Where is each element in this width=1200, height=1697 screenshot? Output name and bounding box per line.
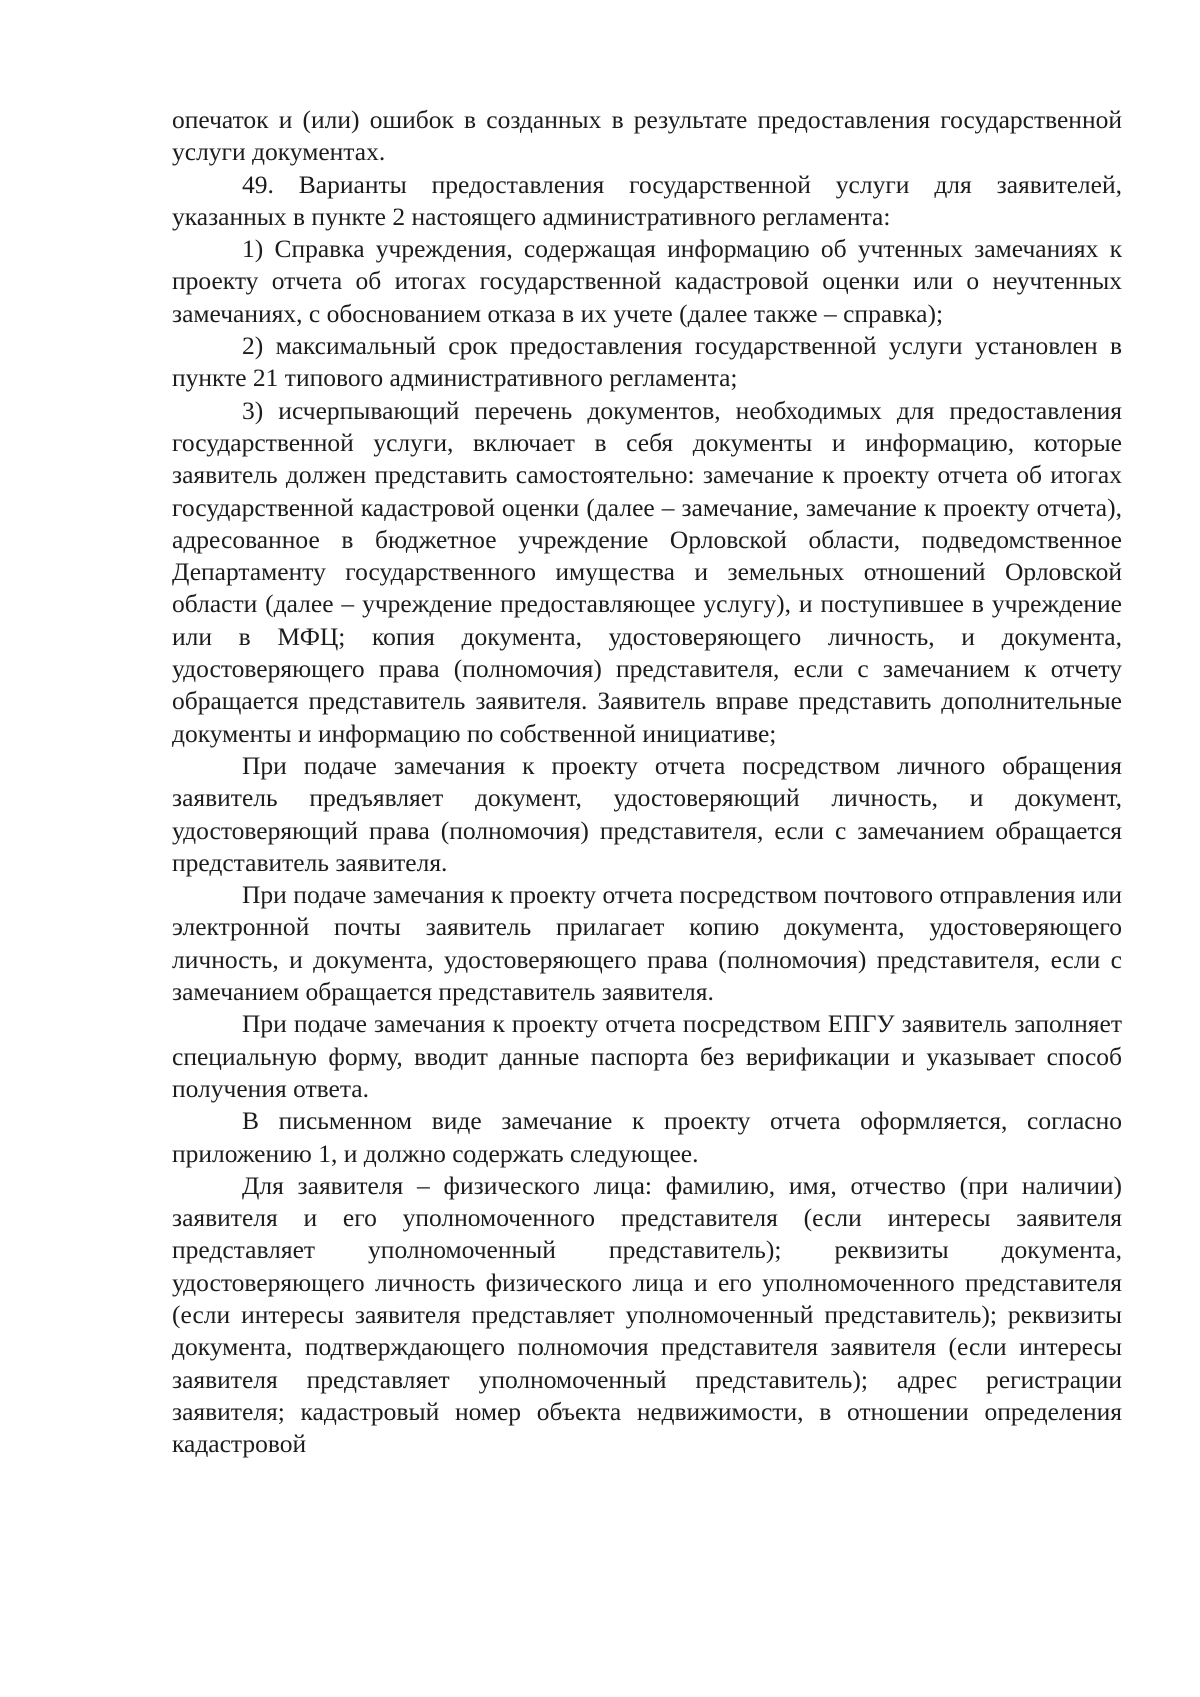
paragraph-personal-submission: При подаче замечания к проекту отчета посредством личного обращения заявитель предъявляет документ, удостоверяющий личность, и документ, удостоверяющий права (полномочия) представителя, если с замечанием обращается представитель заявителя. <box>172 750 1122 877</box>
paragraph-individual-applicant: Для заявителя – физического лица: фамилию, имя, отчество (при наличии) заявителя и его уполномоченного представителя (если интересы заявителя представляет уполномоченный представитель); реквизиты документа, удостоверяющего личность физического лица и его уполномоченного представителя (если интересы заявителя представляет уполномоченный представитель); реквизиты документа, подтверждающего полномочия представителя заявителя (если интересы заявителя представляет уполномоченный представитель); адрес регистрации заявителя; кадастровый номер объекта недвижимости, в отношении определения кадастровой <box>172 1170 1122 1459</box>
paragraph-postal-submission: При подаче замечания к проекту отчета посредством почтового отправления или электронной почты заявитель прилагает копию документа, удостоверяющего личность, и документа, удостоверяющего права (полномочия) представителя, если с замечанием обращается представитель заявителя. <box>172 880 1122 1007</box>
paragraph-written-form: В письменном виде замечание к проекту отчета оформляется, согласно приложению 1, и должно содержать следующее. <box>172 1106 1122 1168</box>
paragraph-subitem-2: 2) максимальный срок предоставления государственной услуги установлен в пункте 21 типового административного регламента; <box>172 331 1122 393</box>
paragraph-subitem-3: 3) исчерпывающий перечень документов, необходимых для предоставления государственной услуги, включает в себя документы и информацию, которые заявитель должен представить самостоятельно: замечание к проекту отчета об итогах государственной кадастровой оценки (далее – замечание, замечание к проекту отчета), адресованное в бюджетное учреждение Орловской области, подведомственное Департаменту государственного имущества и земельных отношений Орловской области (далее – учреждение предоставляющее услугу), и поступившее в учреждение или в МФЦ; копия документа, удостоверяющего личность, и документа, удостоверяющего права (полномочия) представителя, если с замечанием к отчету обращается представитель заявителя. Заявитель вправе представить дополнительные документы и информацию по собственной инициативе; <box>172 395 1122 748</box>
document-body <box>172 104 1122 1460</box>
paragraph-epgu-submission: При подаче замечания к проекту отчета посредством ЕПГУ заявитель заполняет специальную форму, вводит данные паспорта без верификации и указывает способ получения ответа. <box>172 1009 1122 1103</box>
paragraph-continuation: опечаток и (или) ошибок в созданных в результате предоставления государственной услуги документах. <box>172 105 1122 167</box>
paragraph-item-49: 49. Варианты предоставления государственной услуги для заявителей, указанных в пункте 2 настоящего административного регламента: <box>172 169 1122 231</box>
paragraph-subitem-1: 1) Справка учреждения, содержащая информацию об учтенных замечаниях к проекту отчета об итогах государственной кадастровой оценки или о неучтенных замечаниях, с обоснованием отказа в их учете (далее также – справка); <box>172 234 1122 328</box>
